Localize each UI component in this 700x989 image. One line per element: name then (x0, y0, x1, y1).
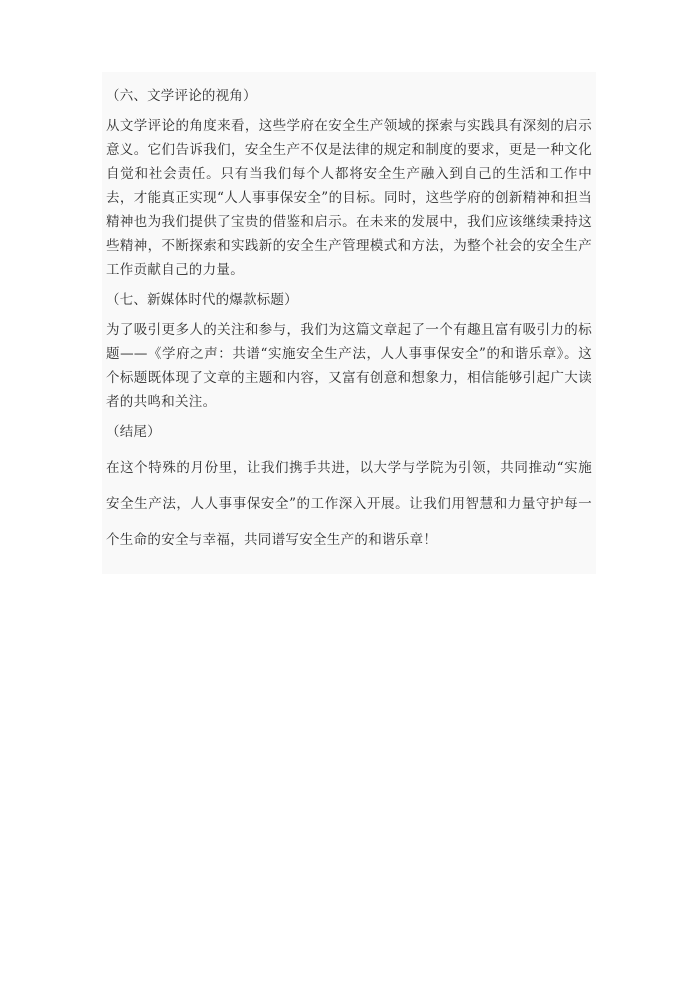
section-heading-new-media-title: （七、新媒体时代的爆款标题） (106, 292, 298, 308)
section-paragraph-literary-review: 从文学评论的角度来看，这些学府在安全生产领域的探索与实践具有深刻的启示意义。它们告诉我们，安全生产不仅是法律的规定和制度的要求，更是一种文化自觉和社会责任。只有当我们每个人都将安全生产融入到自己的生活和工作中去，才能真正实现“人人事事保安全”的目标。同时，这些学府的创新精神和担当精神也为我们提供了宝贵的借鉴和启示。在未来的发展中，我们应该继续秉持这些精神，不断探索和实践新的安全生产管理模式和方法，为整个社会的安全生产工作贡献自己的力量。 (106, 118, 592, 278)
document-body (102, 72, 596, 574)
section-paragraph-new-media-title: 为了吸引更多人的关注和参与，我们为这篇文章起了一个有趣且富有吸引力的标题——《学府之声：共谱“实施安全生产法，人人事事保安全”的和谐乐章》。这个标题既体现了文章的主题和内容，又富有创意和想象力，相信能够引起广大读者的共鸣和关注。 (106, 322, 592, 410)
section-heading-ending: （结尾） (106, 424, 161, 440)
section-heading-literary-review: （六、文学评论的视角） (106, 88, 257, 104)
section-paragraph-ending: 在这个特殊的月份里，让我们携手共进，以大学与学院为引领，共同推动“实施安全生产法，人人事事保安全”的工作深入开展。让我们用智慧和力量守护每一个生命的安全与幸福，共同谱写安全生产的和谐乐章！ (106, 460, 592, 548)
